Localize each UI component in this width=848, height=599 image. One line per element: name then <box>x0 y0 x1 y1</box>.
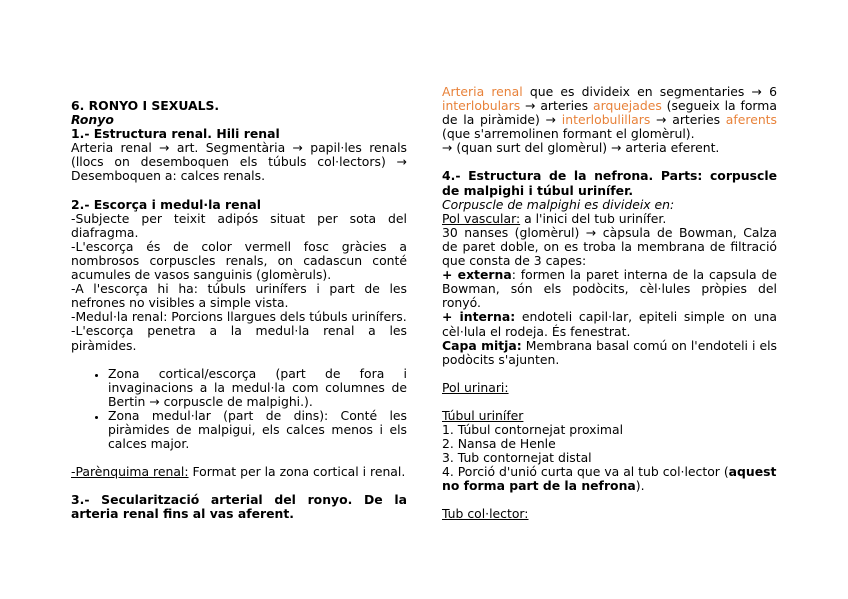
list-item: • Zona cortical/escorça (part de fora i invaginacions a la medul·la com columnes de Bertin → corpuscle de malpighi.). <box>108 367 407 409</box>
subheading: Corpuscle de malpighi es divideix en: <box>442 196 675 212</box>
arrow-icon: → <box>292 140 303 156</box>
arrow-icon: → <box>545 112 557 128</box>
list-item: 2. Nansa de Henle <box>442 436 556 452</box>
externa-text: + externa: formen la paret interna de la capsula de Bowman, són els podòcits, cèl·lules pròpies del ronyó. <box>442 267 777 311</box>
arrow-icon: → <box>149 393 160 409</box>
pol-vascular: Pol vascular: a l'inici del tub urinífer. <box>442 210 667 226</box>
list-item: 4. Porció d'unió curta que va al tub col·lector (aquest no forma part de la nefrona). <box>442 464 777 494</box>
arrow-icon: → <box>442 140 453 156</box>
heading-3: 3.- Secularització arterial del ronyo. De la arteria renal fins al vas aferent. <box>71 492 407 522</box>
arrow-icon: → <box>525 98 536 114</box>
left-column <box>71 99 407 521</box>
section-subtitle: Ronyo <box>71 112 114 128</box>
heading-2: 2.- Escorça i medul·la renal <box>71 196 261 212</box>
paragraph: -L'escorça és de color vermell fosc gràcies a nombrosos corpuscles renals, on cadascun conté acumules de vasos sanguinis (glomèruls). <box>71 238 407 283</box>
arrow-icon: → <box>751 84 762 99</box>
right-column <box>442 85 777 522</box>
parenquima-text: -Parènquima renal: Format per la zona cortical i renal. <box>71 464 406 480</box>
heading-1: 1.- Estructura renal. Hili renal <box>71 126 280 142</box>
arrow-icon: → <box>611 140 622 156</box>
arrow-icon: → <box>159 140 170 156</box>
arrow-icon: → <box>396 154 407 170</box>
pol-urinari: Pol urinari: <box>442 379 509 395</box>
paragraph: -Medul·la renal: Porcions llargues dels túbuls urinífers. <box>71 309 407 325</box>
list-item: 1. Túbul contornejat proximal <box>442 421 624 437</box>
arterial-flow: Arteria renal que es divideix en segmentaries → 6 interlobulars → arteries arquejades (segueix la forma de la piràmide) → interlobulillars → arteries aferents (que s'arremolinen formant el glomèrul). <box>442 84 777 142</box>
tub-collector: Tub col·lector: <box>442 506 529 522</box>
section-title: 6. RONYO I SEXUALS. <box>71 98 220 113</box>
arrow-icon: → <box>585 224 597 240</box>
list-item: 3. Tub contornejat distal <box>442 450 592 466</box>
list-item: • Zona medul·lar (part de dins): Conté les piràmides de malpigui, els calces menos i els calces major. <box>108 409 407 451</box>
paragraph: -A l'escorça hi ha: túbuls urinífers i part de les nefrones no visibles a simple vista. <box>71 281 407 311</box>
arrow-icon: → <box>656 112 667 128</box>
capa-mitja-text: Capa mitja: Membrana basal comú on l'endoteli i els podòcits s'ajunten. <box>442 337 777 367</box>
nanses-text: 30 nanses (glomèrul) → càpsula de Bowman, Calza de paret doble, on es troba la membrana de filtració que consta de 3 capes: <box>442 224 777 269</box>
interna-text: + interna: endoteli capil·lar, epiteli simple on una cèl·lula el rodeja. És fenestrat. <box>442 309 778 339</box>
tubul-title: Túbul urinífer <box>442 407 524 423</box>
paragraph: -L'escorça penetra a la medul·la renal a les piràmides. <box>71 323 407 353</box>
bullet-list <box>71 367 407 452</box>
efferent-line: → (quan surt del glomèrul) → arteria eferent. <box>442 140 720 156</box>
hili-text: Arteria renal → art. Segmentària → papil·les renals (llocs on desemboquen els túbuls col·lectors) → Desemboquen a: calces renals. <box>71 140 407 184</box>
paragraph: -Subjecte per teixit adipós situat per sota del diafragma. <box>71 210 407 240</box>
heading-4: 4.- Estructura de la nefrona. Parts: corpuscle de malpighi i túbul urinífer. <box>442 168 777 198</box>
